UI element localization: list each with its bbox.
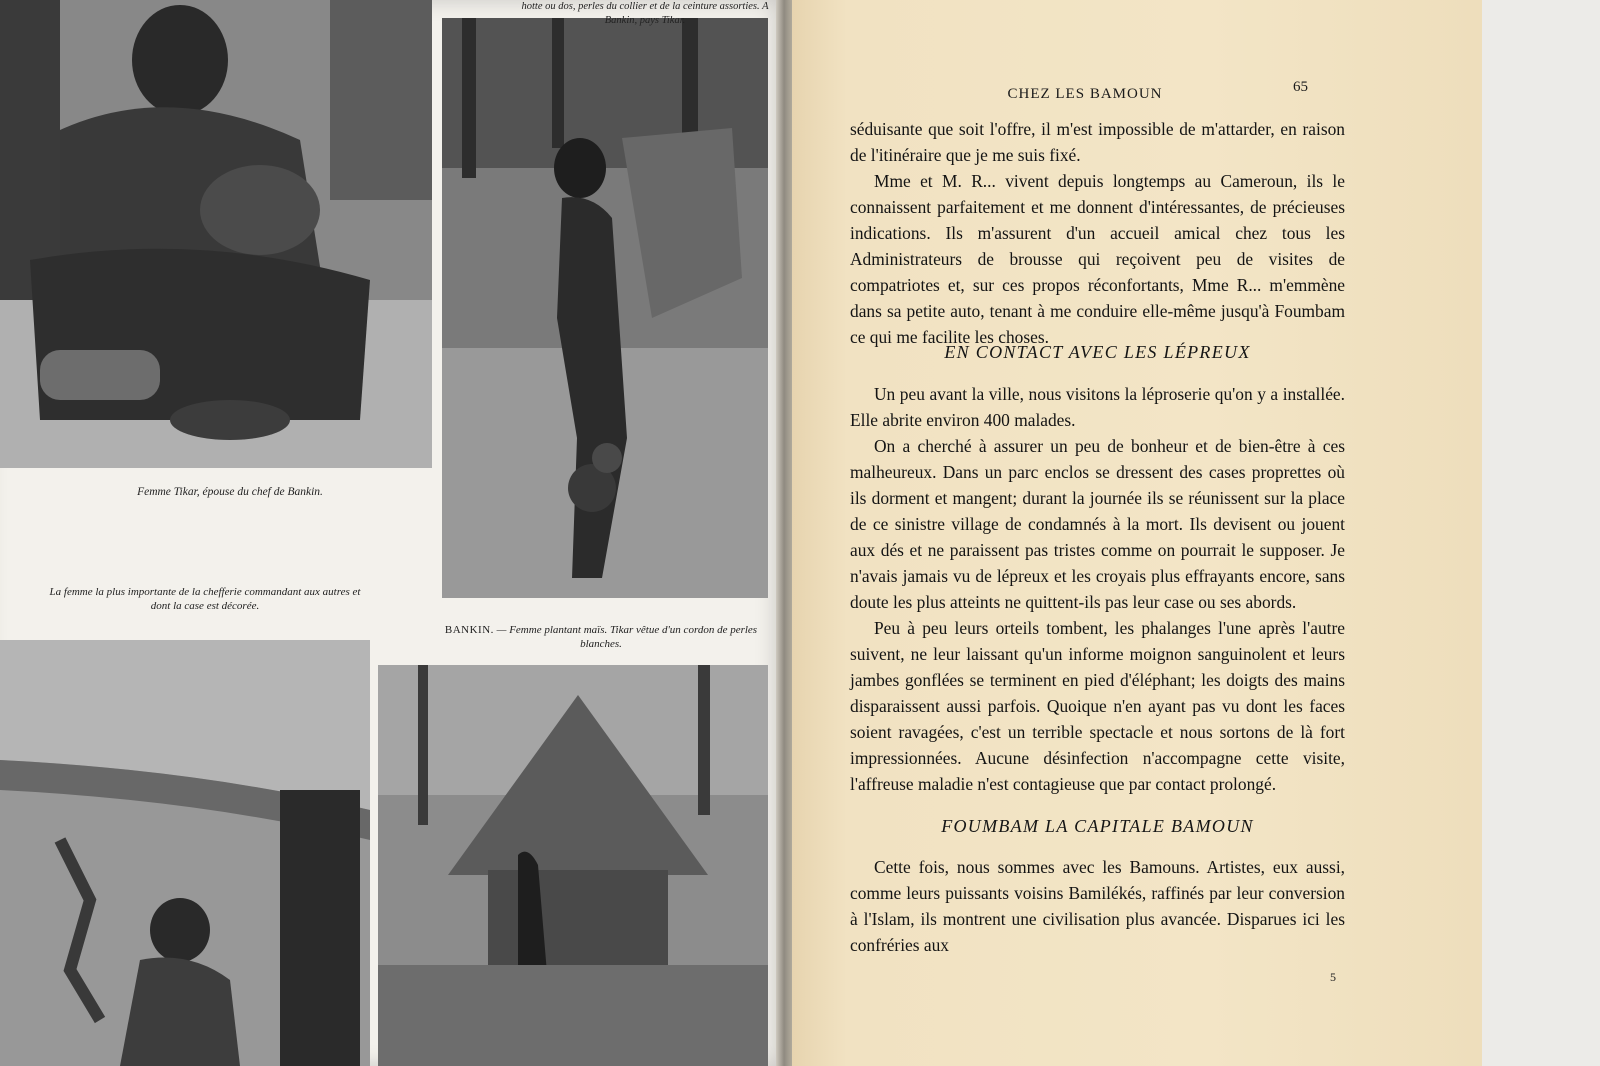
paragraph: Mme et M. R... vivent depuis longtemps au Cameroun, ils le connaissent parfaitement et me donnent d'intéressantes, de précieuses indications. Ils m'assurent d'un accueil amical chez tous les Administrateurs de brousse qui reçoivent peu de visites de compatriotes et, sur ces propos réconfortants, Mme R... m'emmène dans sa petite auto, tenant à me conduire elle-même jusqu'à Foumbam ce qui me facilite les choses. [850, 171, 1345, 347]
text-block-lepreux [850, 381, 1345, 797]
paragraph: On a cherché à assurer un peu de bonheur et de bien-être à ces malheureux. Dans un parc enclos se dressent des cases proprettes où ils dorment et mangent; durant la journée ils se réunissent sur la place de ce sinistre village de condamnés à la mort. Ils devisent ou jouent aux dés et ne paraissent pas tristes comme on pourrait le supposer. Je n'avais jamais vu de lépreux et les croyais plus effrayants encore, sans doute les plus atteints ne quittent-ils pas leur case ou ses abords. [850, 436, 1345, 612]
running-head: CHEZ LES BAMOUN [1007, 86, 1163, 102]
photo-round-hut [378, 665, 768, 1066]
text-block-intro [850, 116, 1345, 350]
paragraph: Un peu avant la ville, nous visitons la léproserie qu'on y a installée. Elle abrite environ 400 malades. [850, 384, 1345, 430]
left-page-plates [0, 0, 790, 1066]
background-surface [1482, 0, 1600, 1066]
caption-top-fragment: hotte ou dos, perles du collier et de la ceinture assorties. A Bankin, pays Tikar. [521, 1, 769, 26]
caption-woman-tikar: Femme Tikar, épouse du chef de Bankin. [137, 486, 323, 498]
photo-woman-with-baby [0, 0, 432, 468]
section-heading-foumbam: FOUMBAM LA CAPITALE BAMOUN [941, 816, 1254, 836]
section-heading-lepreux: EN CONTACT AVEC LES LÉPREUX [944, 342, 1251, 362]
paragraph: Cette fois, nous sommes avec les Bamouns. Artistes, eux aussi, comme leurs puissants voisins Bamilékés, raffinés par leur conversion à l'Islam, ils montrent une civilisation plus avancée. Disparues ici les confréries aux [850, 857, 1345, 955]
caption-bankin-text: — Femme plantant maïs. Tikar vêtue d'un cordon de perles blanches. [496, 624, 758, 650]
page-number: 65 [1293, 79, 1308, 95]
paragraph: séduisante que soit l'offre, il m'est impossible de m'attarder, en raison de l'itinéraire que je me suis fixé. [850, 119, 1345, 165]
text-block-foumbam [850, 854, 1345, 958]
caption-bankin-label: BANKIN. [444, 624, 494, 636]
caption-bankin [434, 623, 768, 651]
signature-mark: 5 [1330, 970, 1336, 984]
caption-important-woman: La femme la plus importante de la chefferie commandant aux autres et dont la case est décorée. [49, 586, 361, 612]
photo-woman-with-basket [442, 18, 768, 598]
paragraph: Peu à peu leurs orteils tombent, les phalanges l'une après l'autre suivent, ne leur laissant qu'un informe moignon sanguinolent et leurs jambes gonflées se terminent en pied d'éléphant; les doigts des mains disparaissent aussi parfois. Quoique n'en ayant pas vu dont les faces soient ravagées, c'est un terrible spectacle et nous sortons de là fort impressionnées. Aucune désinfection n'accompagne cette visite, l'affreuse maladie n'est contagieuse que par contact prolongé. [850, 618, 1345, 794]
photo-decorated-hut [0, 640, 370, 1066]
